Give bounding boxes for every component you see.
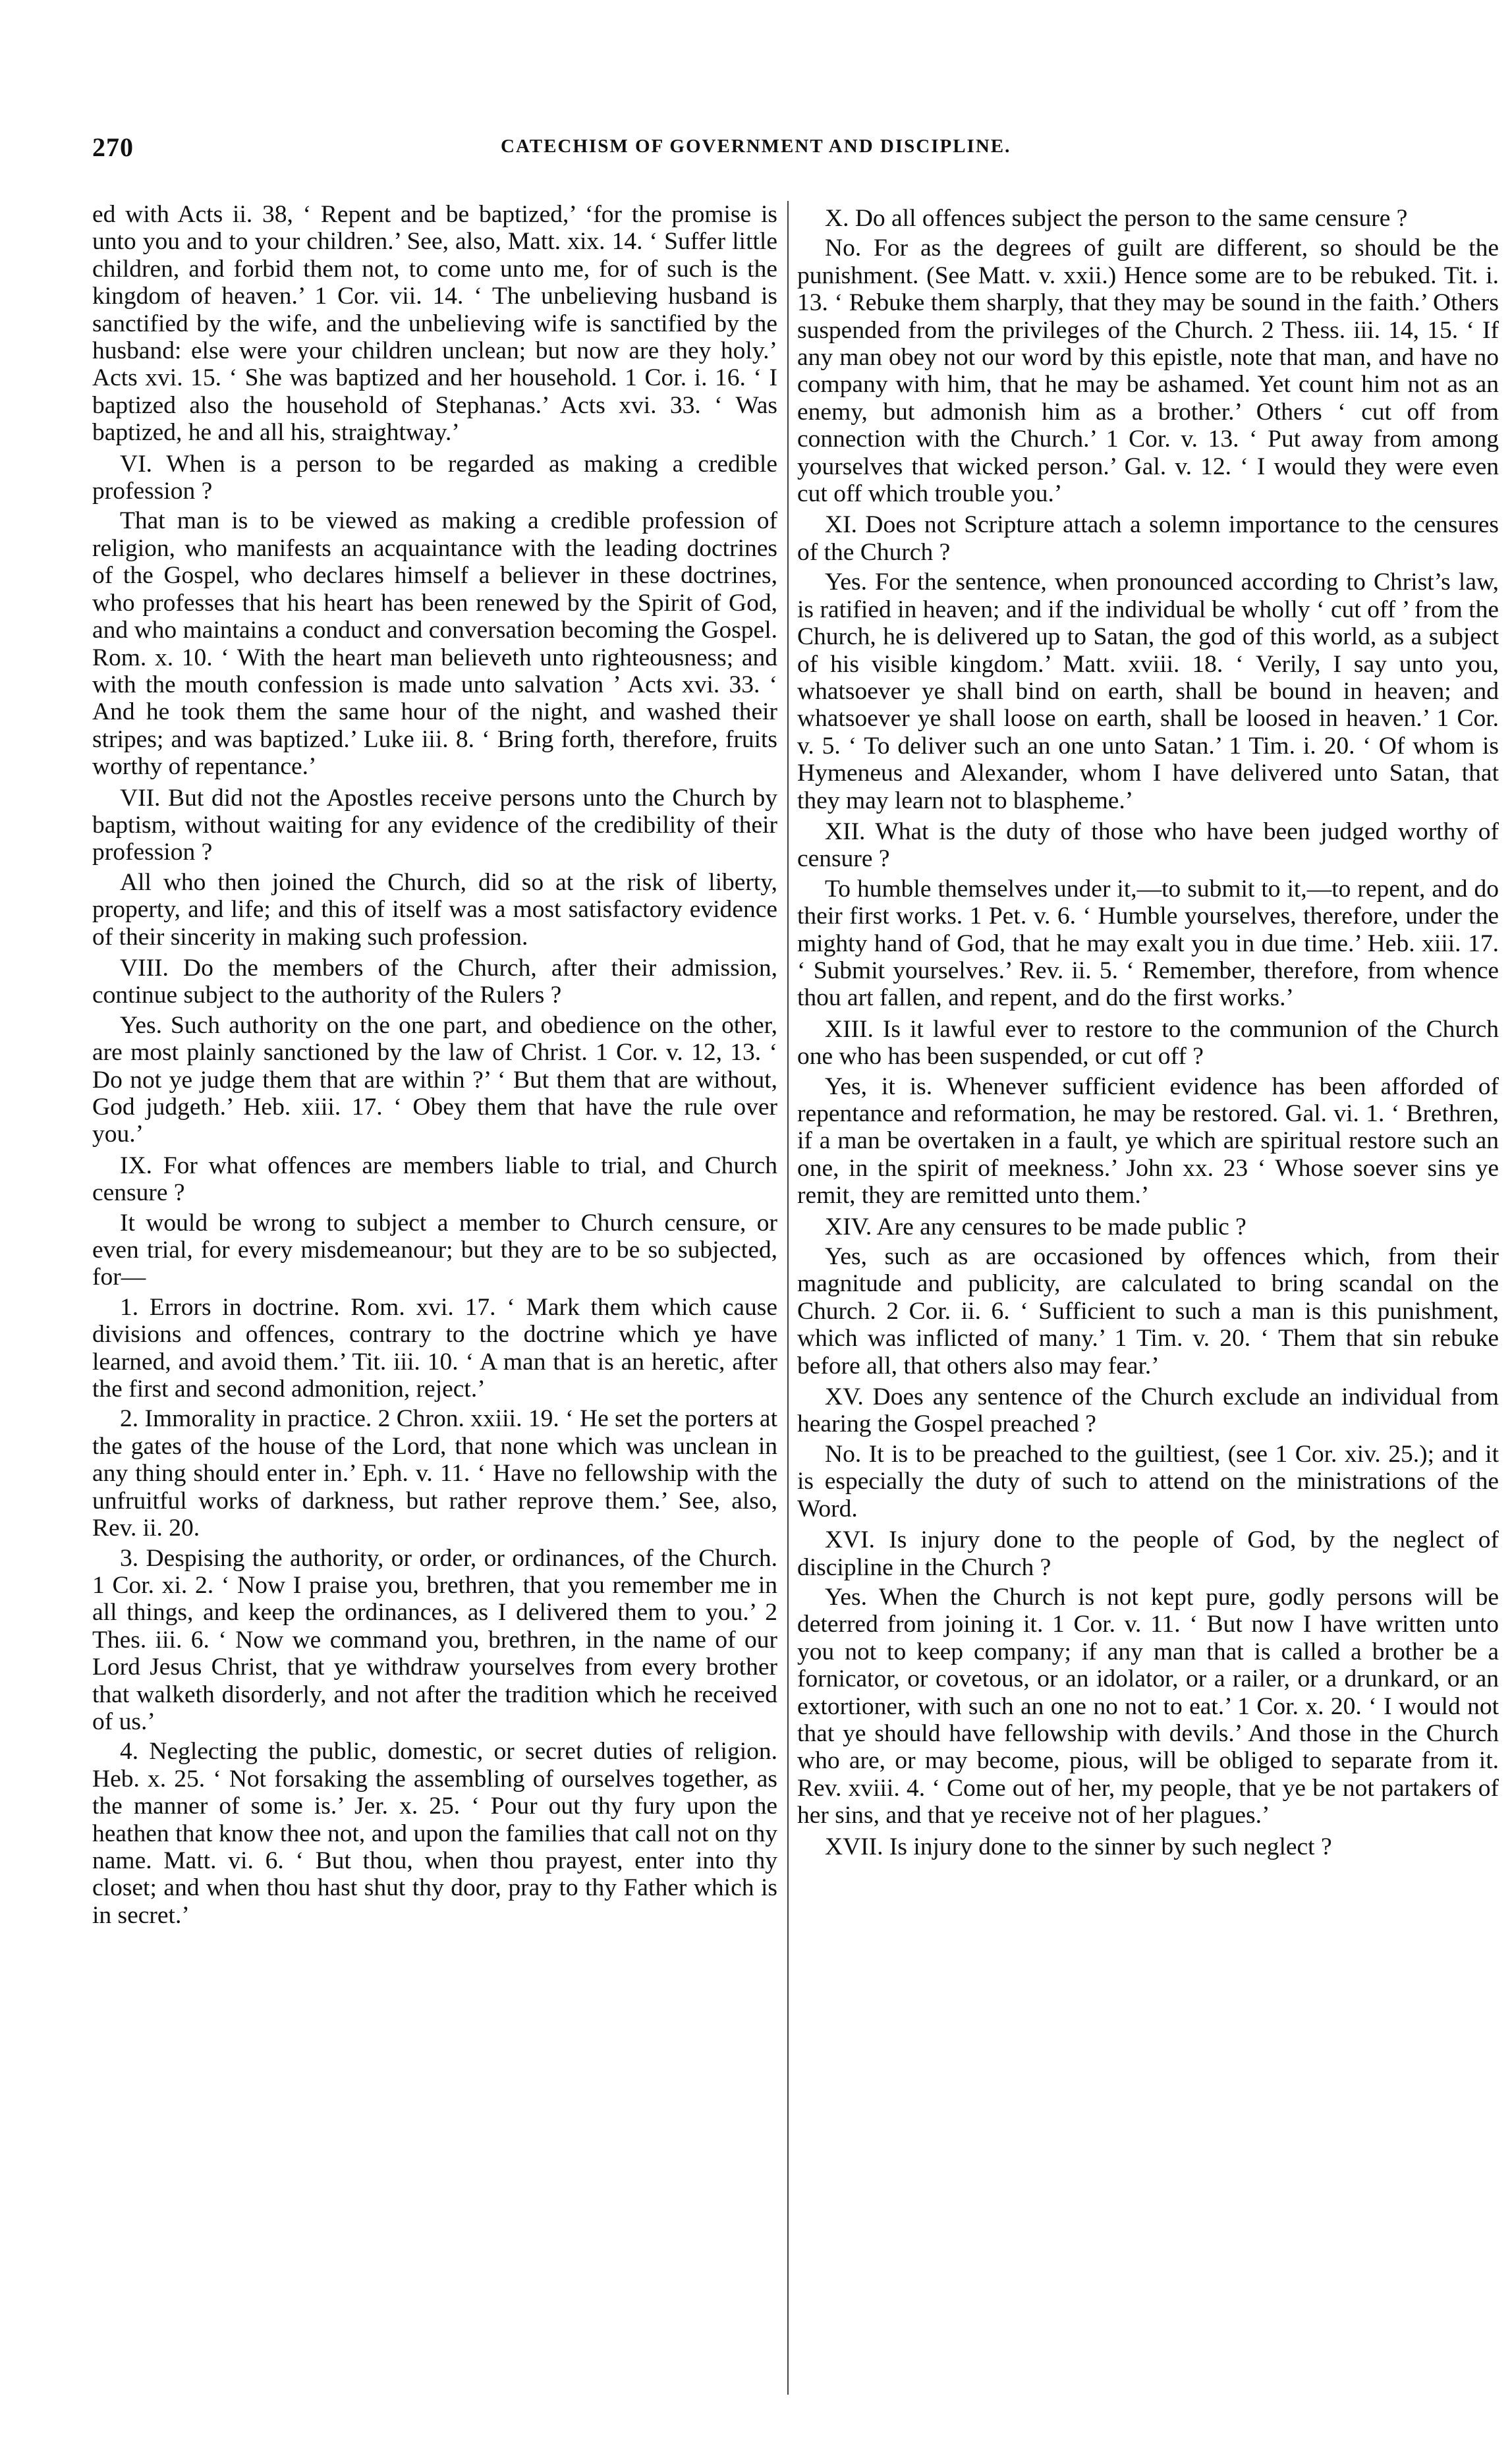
column-divider <box>787 201 789 2395</box>
question: VIII. Do the members of the Church, after their admission, continue subject to the authority of the Rulers ? <box>92 954 777 1009</box>
right-column <box>797 201 1499 2414</box>
question: VII. But did not the Apostles receive persons unto the Church by baptism, without waiting for any evidence of the credibility of their profession ? <box>92 784 777 866</box>
answer: Yes, such as are occasioned by offences which, from their magnitude and publicity, are calculated to bring scandal on the Church. 2 Cor. ii. 6. ‘ Sufficient to such a man is this punishment, which was inflicted of many.’ 1 Tim. v. 20. ‘ Them that sin rebuke before all, that others also may fear.’ <box>797 1243 1499 1379</box>
answer: 4. Neglecting the public, domestic, or secret duties of religion. Heb. x. 25. ‘ Not forsaking the assembling of ourselves together, as the manner of some is.’ Jer. x. 25. ‘ Pour out thy fury upon the heathen that know thee not, and upon the families that call not on thy name. Matt. vi. 6. ‘ But thou, when thou prayest, enter into thy closet; and when thou hast shut thy door, pray to thy Father which is in secret.’ <box>92 1738 777 1929</box>
answer: Yes. When the Church is not kept pure, godly persons will be deterred from joining it. 1 Cor. v. 11. ‘ But now I have written unto you not to keep company; if any man that is called a brother be a fornicator, or covetous, or an idolator, or a railer, or a drunkard, or an extortioner, with such an one no not to eat.’ 1 Cor. x. 20. ‘ I would not that ye should have fellowship with devils.’ And those in the Church who are, or may become, pious, will be obliged to separate from it. Rev. xviii. 4. ‘ Come out of her, my people, that ye be not partakers of her sins, and that ye receive not of her plagues.’ <box>797 1583 1499 1829</box>
answer: To humble themselves under it,—to submit to it,—to repent, and do their first works. 1 Pet. v. 6. ‘ Humble yourselves, therefore, under the mighty hand of God, that he may exalt you in due time.’ Heb. xiii. 17. ‘ Submit yourselves.’ Rev. ii. 5. ‘ Remember, therefore, from whence thou art fallen, and repent, and do the first works.’ <box>797 875 1499 1012</box>
left-column <box>92 201 777 2414</box>
answer: Yes, it is. Whenever sufficient evidence has been afforded of repentance and reformation, he may be restored. Gal. vi. 1. ‘ Brethren, if a man be overtaken in a fault, ye which are spiritual restore such an one, in the spirit of meekness.’ John xx. 23 ‘ Whose soever sins ye remit, they are remitted unto them.’ <box>797 1073 1499 1210</box>
question: XVI. Is injury done to the people of God, by the neglect of discipline in the Church ? <box>797 1526 1499 1581</box>
question: XI. Does not Scripture attach a solemn importance to the censures of the Church ? <box>797 511 1499 566</box>
answer: Yes. For the sentence, when pronounced according to Christ’s law, is ratified in heaven; and if the individual be wholly ‘ cut off ’ from the Church, he is delivered up to Satan, the god of this world, as a subject of his visible kingdom.’ Matt. xviii. 18. ‘ Verily, I say unto you, whatsoever ye shall bind on earth, shall be bound in heaven; and whatsoever ye shall loose on earth, shall be loosed in heaven.’ 1 Cor. v. 5. ‘ To deliver such an one unto Satan.’ 1 Tim. i. 20. ‘ Of whom is Hymeneus and Alexander, whom I have delivered unto Satan, that they may learn not to blaspheme.’ <box>797 569 1499 814</box>
answer: 3. Despising the authority, or order, or ordinances, of the Church. 1 Cor. xi. 2. ‘ Now I praise you, brethren, that you remember me in all things, and keep the ordinances, as I delivered them to you.’ 2 Thes. iii. 6. ‘ Now we command you, brethren, in the name of our Lord Jesus Christ, that ye withdraw yourselves from every brother that walketh disorderly, and not after the tradition which he received of us.’ <box>92 1544 777 1735</box>
running-title: CATECHISM OF GOVERNMENT AND DISCIPLINE. <box>501 136 1011 157</box>
question: XII. What is the duty of those who have been judged worthy of censure ? <box>797 818 1499 873</box>
paragraph: ed with Acts ii. 38, ‘ Repent and be baptized,’ ‘for the promise is unto you and to your children.’ See, also, Matt. xix. 14. ‘ Suffer little children, and forbid them not, to come unto me, for of such is the kingdom of heaven.’ 1 Cor. vii. 14. ‘ The unbelieving husband is sanctified by the wife, and the unbelieving wife is sanctified by the husband: else were your children unclean; but now are they holy.’ Acts xvi. 15. ‘ She was baptized and her household. 1 Cor. i. 16. ‘ I baptized also the household of Stephanas.’ Acts xvi. 33. ‘ Was baptized, he and all his, straightway.’ <box>92 201 777 447</box>
answer: 1. Errors in doctrine. Rom. xvi. 17. ‘ Mark them which cause divisions and offences, contrary to the doctrine which ye have learned, and avoid them.’ Tit. iii. 10. ‘ A man that is an heretic, after the first and second admonition, reject.’ <box>92 1293 777 1403</box>
answer: All who then joined the Church, did so at the risk of liberty, property, and life; and this of itself was a most satisfactory evidence of their sincerity in making such profession. <box>92 868 777 951</box>
question: IX. For what offences are members liable to trial, and Church censure ? <box>92 1152 777 1207</box>
answer: Yes. Such authority on the one part, and obedience on the other, are most plainly sanctioned by the law of Christ. 1 Cor. v. 12, 13. ‘ Do not ye judge them that are within ?’ ‘ But them that are without, God judgeth.’ Heb. xiii. 17. ‘ Obey them that have the rule over you.’ <box>92 1011 777 1148</box>
answer: That man is to be viewed as making a credible profession of religion, who manifests an acquaintance with the leading doctrines of the Gospel, who declares himself a believer in these doctrines, who professes that his heart has been renewed by the Spirit of God, and who maintains a conduct and conversation becoming the Gospel. Rom. x. 10. ‘ With the heart man believeth unto righteousness; and with the mouth confession is made unto salvation ’ Acts xvi. 33. ‘ And he took them the same hour of the night, and washed their stripes; and was baptized.’ Luke iii. 8. ‘ Bring forth, therefore, fruits worthy of repentance.’ <box>92 507 777 781</box>
question: X. Do all offences subject the person to the same censure ? <box>825 205 1408 232</box>
question: XVII. Is injury done to the sinner by such neglect ? <box>825 1833 1332 1860</box>
page-header <box>92 132 1094 178</box>
answer: It would be wrong to subject a member to Church censure, or even trial, for every misdemeanour; but they are to be so subjected, for— <box>92 1209 777 1291</box>
answer: 2. Immorality in practice. 2 Chron. xxiii. 19. ‘ He set the porters at the gates of the house of the Lord, that none which was unclean in any thing should enter in.’ Eph. v. 11. ‘ Have no fellowship with the unfruitful works of darkness, but rather reprove them.’ See, also, Rev. ii. 20. <box>92 1405 777 1542</box>
page-number: 270 <box>92 132 134 162</box>
question: XV. Does any sentence of the Church exclude an individual from hearing the Gospel preached ? <box>797 1383 1499 1438</box>
question: XIII. Is it lawful ever to restore to the communion of the Church one who has been suspended, or cut off ? <box>797 1015 1499 1071</box>
answer: No. It is to be preached to the guiltiest, (see 1 Cor. xiv. 25.); and it is especially the duty of such to attend on the ministrations of the Word. <box>797 1440 1499 1522</box>
question: VI. When is a person to be regarded as making a credible profession ? <box>92 450 777 505</box>
answer: No. For as the degrees of guilt are different, so should be the punishment. (See Matt. v. xxii.) Hence some are to be rebuked. Tit. i. 13. ‘ Rebuke them sharply, that they may be sound in the faith.’ Others suspended from the privileges of the Church. 2 Thess. iii. 14, 15. ‘ If any man obey not our word by this epistle, note that man, and have no company with him, that he may be ashamed. Yet count him not as an enemy, but admonish him as a brother.’ Others ‘ cut off from connection with the Church.’ 1 Cor. v. 13. ‘ Put away from among yourselves that wicked person.’ Gal. v. 12. ‘ I would they were even cut off which trouble you.’ <box>797 235 1499 508</box>
question: XIV. Are any censures to be made public ? <box>825 1213 1246 1240</box>
